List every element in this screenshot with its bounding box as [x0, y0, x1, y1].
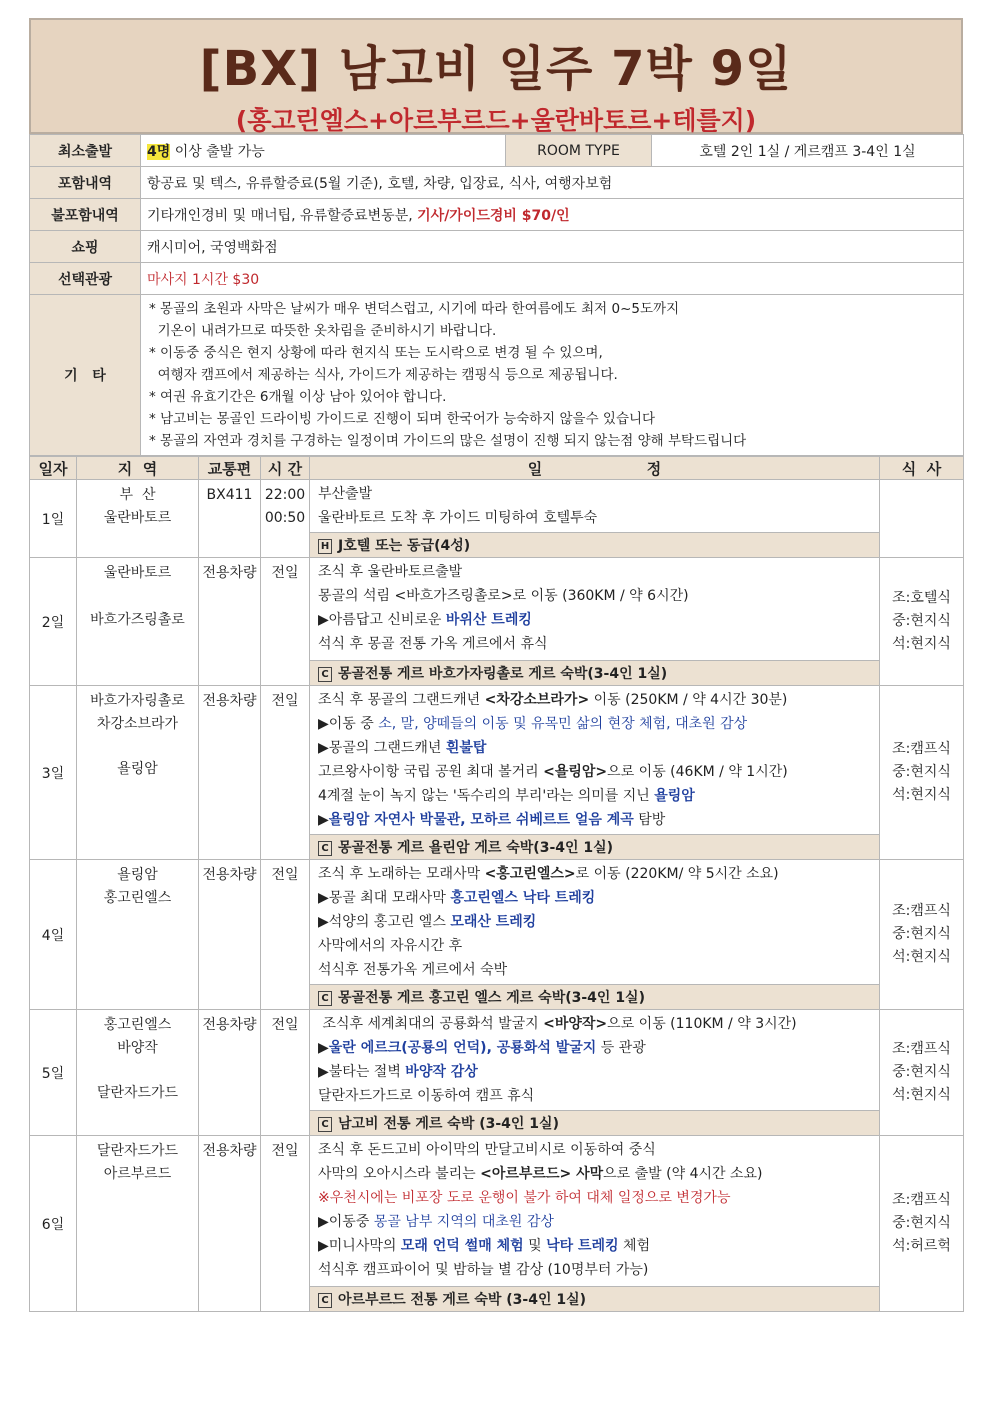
schedule-highlight: 몽골 남부 지역의 대초원 감상: [373, 1214, 554, 1230]
header-day: 일자: [30, 457, 77, 480]
day-row-4: [30, 860, 964, 985]
page-title: [BX] 남고비 일주 7박 9일: [199, 41, 793, 97]
title-banner: [29, 18, 963, 134]
region-line: 차강소브라가: [96, 716, 179, 732]
header-schedule: 일 정: [310, 457, 880, 480]
optional-tour-value: 마사지 1시간 $30: [141, 263, 964, 295]
note-line: * 몽골의 자연과 경치를 구경하는 일정이며 가이드의 많은 설명이 진행 되지 않는점 양해 부탁드립니다: [149, 433, 747, 449]
day-row-3: [30, 686, 964, 835]
day-row-5: [30, 1010, 964, 1111]
schedule-text: 및: [523, 1238, 547, 1254]
day-transport: BX411: [199, 480, 261, 558]
schedule-line: [318, 688, 871, 712]
schedule-line: [318, 1060, 871, 1084]
schedule-text: 으로 이동 (110KM / 약 3시간): [607, 1016, 797, 1032]
schedule-highlight: 낙타 트레킹: [546, 1238, 619, 1254]
meal-breakfast: 조:호텔식: [892, 590, 951, 606]
day-meals: [880, 1136, 964, 1312]
schedule-line: [318, 760, 871, 784]
meal-dinner: 석:현지식: [892, 636, 951, 652]
meal-dinner: 석:현지식: [892, 787, 951, 803]
min-departure-row: [30, 135, 964, 167]
min-departure-text: 이상 출발 가능: [170, 143, 265, 160]
schedule-header: [30, 457, 964, 480]
day-row-6: [30, 1136, 964, 1287]
day-row-2: [30, 558, 964, 661]
included-label: 포함내역: [30, 167, 141, 199]
schedule-highlight: 홍고린엘스 낙타 트레킹: [450, 890, 596, 906]
schedule-text: ▶아름답고 신비로운: [318, 612, 446, 628]
note-line: * 몽골의 초원과 사막은 날씨가 매우 변덕스럽고, 시기에 따라 한여름에도 최저 0~5도까지: [149, 301, 680, 317]
meal-lunch: 중:현지식: [892, 613, 951, 629]
schedule-line: [318, 736, 871, 760]
excluded-row: [30, 199, 964, 231]
day-schedule: [310, 480, 880, 533]
subtitle-part-1: (홍고린엘스: [235, 106, 368, 135]
notes-value: [141, 295, 964, 456]
schedule-text: ▶몽골 최대 모래사막: [318, 890, 451, 906]
excluded-label: 불포함내역: [30, 199, 141, 231]
region-line: 바흐가자링촐로: [90, 693, 185, 709]
day-hotel: [310, 1111, 880, 1136]
day-meals: [880, 686, 964, 860]
region-line: 욜링암: [117, 761, 158, 777]
note-line: * 이동중 중식은 현지 상황에 따라 현지식 또는 도시락으로 변경 될 수 있으며,: [149, 345, 603, 361]
schedule-place: <홍고린엘스>: [484, 866, 576, 882]
notes-label: 기 타: [30, 295, 141, 456]
schedule-line: 석식 후 몽골 전통 가옥 게르에서 휴식: [318, 636, 548, 652]
schedule-line: [318, 1162, 871, 1186]
schedule-line: [318, 1012, 871, 1036]
day-hotel: [310, 835, 880, 860]
region-line: 달란자드가드: [96, 1143, 179, 1159]
guide-fee-text: 기사/가이드경비 $70/인: [417, 207, 570, 224]
day-time: 전일: [261, 686, 310, 860]
schedule-line: 부산출발: [318, 486, 373, 502]
day-region: [77, 860, 199, 1010]
schedule-text: 이동 (250KM / 약 4시간 30분): [589, 692, 788, 708]
region-line: 울란바토르: [103, 565, 172, 581]
meal-dinner: 석:현지식: [892, 949, 951, 965]
region-line: 달란자드가드: [96, 1085, 179, 1101]
schedule-text: 사막의 오아시스라 불리는: [318, 1166, 481, 1182]
schedule-text: 등 관광: [596, 1040, 646, 1056]
schedule-place: <욜링암>: [543, 764, 608, 780]
day-number: 1일: [30, 480, 77, 558]
schedule-highlight: 욜링암: [654, 788, 695, 804]
region-line: 홍고린엘스: [103, 1017, 172, 1033]
note-line: 기온이 내려가므로 따뜻한 옷차림을 준비하시기 바랍니다.: [149, 323, 497, 339]
min-departure-value: [141, 135, 506, 167]
schedule-place: <바양작>: [543, 1016, 608, 1032]
schedule-text: ▶이동 중: [318, 716, 379, 732]
meal-lunch: 중:현지식: [892, 926, 951, 942]
day-schedule: [310, 1136, 880, 1287]
schedule-line: 몽골의 석림 <바흐가즈링촐로>로 이동 (360KM / 약 6시간): [318, 588, 689, 604]
day-schedule: [310, 1010, 880, 1111]
room-type-value: 호텔 2인 1실 / 게르캠프 3-4인 1실: [652, 135, 964, 167]
day-time: 전일: [261, 1010, 310, 1136]
schedule-text: ▶미니사막의: [318, 1238, 401, 1254]
day-hotel: [310, 533, 880, 558]
schedule-table: [29, 456, 964, 1312]
schedule-line: 석식후 전통가옥 게르에서 숙박: [318, 962, 508, 978]
schedule-text: ▶불타는 절벽: [318, 1064, 406, 1080]
time-line: 22:00: [264, 487, 306, 503]
schedule-highlight: 모래 언덕 썰매 체험: [400, 1238, 524, 1254]
day-region: [77, 1136, 199, 1312]
day-number: 4일: [30, 860, 77, 1010]
camp-icon: C: [318, 1293, 332, 1308]
schedule-text: 조식 후 몽골의 그랜드캐년: [318, 692, 485, 708]
schedule-text: 고르왕사이항 국립 공원 최대 볼거리: [318, 764, 544, 780]
schedule-text: 로 이동 (220KM/ 약 5시간 소요): [575, 866, 779, 882]
schedule-line: 조식 후 울란바토르출발: [318, 564, 463, 580]
day-number: 5일: [30, 1010, 77, 1136]
camp-icon: C: [318, 1117, 332, 1132]
schedule-highlight: 소, 말, 양떼들의 이동 및 유목민 삶의 현장 체험, 대초원 감상: [378, 716, 748, 732]
day-region: [77, 686, 199, 860]
note-line: * 남고비는 몽골인 드라이빙 가이드로 진행이 되며 한국어가 능숙하지 않을수 있습니다: [149, 411, 656, 427]
itinerary-document: [29, 18, 963, 1312]
region-line: 울란바토르: [103, 510, 172, 526]
schedule-line: [318, 862, 871, 886]
schedule-line: [318, 1234, 871, 1258]
optional-tour-row: [30, 263, 964, 295]
schedule-line: [318, 1036, 871, 1060]
hotel-text: 남고비 전통 게르 숙박 (3-4인 1실): [338, 1116, 559, 1132]
schedule-line: [318, 910, 871, 934]
hotel-text: 아르부르드 전통 게르 숙박 (3-4인 1실): [338, 1292, 587, 1308]
day-hotel: [310, 1287, 880, 1312]
schedule-place: <차강소브라가>: [484, 692, 590, 708]
region-line: 욜링암: [117, 867, 158, 883]
meal-dinner: 석:허르헉: [892, 1238, 951, 1254]
day-region: [77, 558, 199, 686]
day-hotel: [310, 985, 880, 1010]
excluded-text: 기타개인경비 및 매너팁, 유류할증료변동분,: [147, 207, 418, 224]
time-line: 00:50: [264, 510, 306, 526]
hotel-text: 몽골전통 게르 욜린암 게르 숙박(3-4인 1실): [338, 840, 614, 856]
schedule-highlight: 흰불탑: [445, 740, 487, 756]
subtitle-part-2: +아르부르드+울란바토르+테를지): [367, 106, 757, 135]
meal-breakfast: 조:캠프식: [892, 1192, 951, 1208]
day-transport: 전용차량: [199, 558, 261, 686]
day-row-1: [30, 480, 964, 533]
info-table: [29, 134, 964, 456]
camp-icon: C: [318, 667, 332, 682]
hotel-text: 몽골전통 게르 홍고린 엘스 게르 숙박(3-4인 1실): [338, 990, 645, 1006]
schedule-highlight: 울란 에르크(공룡의 언덕), 공룡화석 발굴지: [328, 1040, 597, 1056]
schedule-text: 으로 이동 (46KM / 약 1시간): [607, 764, 788, 780]
day-meals: [880, 1010, 964, 1136]
day-transport: 전용차량: [199, 686, 261, 860]
day-region: [77, 1010, 199, 1136]
schedule-line: [318, 808, 871, 832]
day-transport: 전용차량: [199, 860, 261, 1010]
region-line: 부 산: [119, 487, 156, 503]
day-schedule: [310, 558, 880, 661]
schedule-line: [318, 712, 871, 736]
meal-lunch: 중:현지식: [892, 764, 951, 780]
day-transport: 전용차량: [199, 1010, 261, 1136]
schedule-line: [318, 1210, 871, 1234]
schedule-highlight: 욜링암 자연사 박물관, 모하르 쉬베르트 얼음 계곡: [328, 812, 634, 828]
schedule-line: 달란자드가드로 이동하여 캠프 휴식: [318, 1088, 535, 1104]
hotel-icon: H: [318, 539, 332, 554]
day-number: 3일: [30, 686, 77, 860]
schedule-line: 울란바토르 도착 후 가이드 미팅하여 호텔투숙: [318, 510, 598, 526]
day-time: 전일: [261, 1136, 310, 1312]
schedule-text: 탐방: [633, 812, 666, 828]
camp-icon: C: [318, 841, 332, 856]
meal-lunch: 중:현지식: [892, 1215, 951, 1231]
day-schedule: [310, 686, 880, 835]
day-hotel: [310, 661, 880, 686]
meal-breakfast: 조:캠프식: [892, 903, 951, 919]
day-meals: [880, 480, 964, 558]
schedule-highlight: 모래산 트레킹: [450, 914, 537, 930]
schedule-text: ▶: [318, 1040, 329, 1056]
schedule-text: ▶: [318, 812, 329, 828]
schedule-text: ▶몽골의 그랜드캐년: [318, 740, 446, 756]
schedule-line: [318, 886, 871, 910]
day-time: [261, 480, 310, 558]
region-line: 홍고린엘스: [103, 890, 172, 906]
day-number: 2일: [30, 558, 77, 686]
schedule-line: 석식후 캠프파이어 및 밤하늘 별 감상 (10명부터 가능): [318, 1262, 649, 1278]
region-line: 아르부르드: [103, 1166, 172, 1182]
rain-notice: ※우천시에는 비포장 도로 운행이 불가 하여 대체 일정으로 변경가능: [318, 1190, 731, 1206]
day-meals: [880, 558, 964, 686]
excluded-value: [141, 199, 964, 231]
note-line: * 여권 유효기간은 6개월 이상 남아 있어야 합니다.: [149, 389, 447, 405]
shopping-value: 캐시미어, 국영백화점: [141, 231, 964, 263]
region-line: 바양작: [117, 1040, 158, 1056]
included-row: [30, 167, 964, 199]
day-transport: 전용차량: [199, 1136, 261, 1312]
region-line: 바흐가즈링촐로: [90, 612, 185, 628]
schedule-line: [318, 608, 871, 632]
header-time: 시 간: [261, 457, 310, 480]
meal-dinner: 석:현지식: [892, 1087, 951, 1103]
day-region: [77, 480, 199, 558]
day-schedule: [310, 860, 880, 985]
schedule-line: 사막에서의 자유시간 후: [318, 938, 463, 954]
schedule-text: ▶이동중: [318, 1214, 374, 1230]
room-type-label: ROOM TYPE: [506, 135, 652, 167]
hotel-text: 몽골전통 게르 바흐가자링촐로 게르 숙박(3-4인 1실): [338, 666, 668, 682]
day-time: 전일: [261, 558, 310, 686]
header-region: 지 역: [77, 457, 199, 480]
header-transport: 교통편: [199, 457, 261, 480]
meal-breakfast: 조:캠프식: [892, 1041, 951, 1057]
schedule-line: 조식 후 돈드고비 아이막의 만달고비시로 이동하여 중식: [318, 1142, 656, 1158]
shopping-label: 쇼핑: [30, 231, 141, 263]
schedule-text: 조식후 세계최대의 공룡화석 발굴지: [318, 1016, 544, 1032]
camp-icon: C: [318, 991, 332, 1006]
included-value: 항공료 및 텍스, 유류할증료(5월 기준), 호텔, 차량, 입장료, 식사, 여행자보험: [141, 167, 964, 199]
page-subtitle: [31, 101, 961, 137]
meal-breakfast: 조:캠프식: [892, 741, 951, 757]
min-count-highlight: 4명: [147, 143, 171, 160]
min-departure-label: 최소출발: [30, 135, 141, 167]
schedule-highlight: 바양작 감상: [405, 1064, 478, 1080]
schedule-highlight: 바위산 트레킹: [445, 612, 532, 628]
hotel-text: J호텔 또는 동급(4성): [338, 538, 471, 554]
schedule-text: ▶석양의 홍고린 엘스: [318, 914, 451, 930]
header-meal: 식 사: [880, 457, 964, 480]
schedule-text: 으로 출발 (약 4시간 소요): [603, 1166, 763, 1182]
shopping-row: [30, 231, 964, 263]
day-meals: [880, 860, 964, 1010]
schedule-text: 조식 후 노래하는 모래사막: [318, 866, 485, 882]
schedule-text: 체험: [618, 1238, 651, 1254]
optional-tour-label: 선택관광: [30, 263, 141, 295]
schedule-place: <아르부르드> 사막: [480, 1166, 604, 1182]
note-line: 여행자 캠프에서 제공하는 식사, 가이드가 제공하는 캠핑식 등으로 제공됩니다.: [149, 367, 618, 383]
schedule-line: [318, 784, 871, 808]
day-number: 6일: [30, 1136, 77, 1312]
schedule-text: 4계절 눈이 녹지 않는 '독수리의 부리'라는 의미를 지닌: [318, 788, 655, 804]
notes-row: [30, 295, 964, 456]
day-time: 전일: [261, 860, 310, 1010]
meal-lunch: 중:현지식: [892, 1064, 951, 1080]
